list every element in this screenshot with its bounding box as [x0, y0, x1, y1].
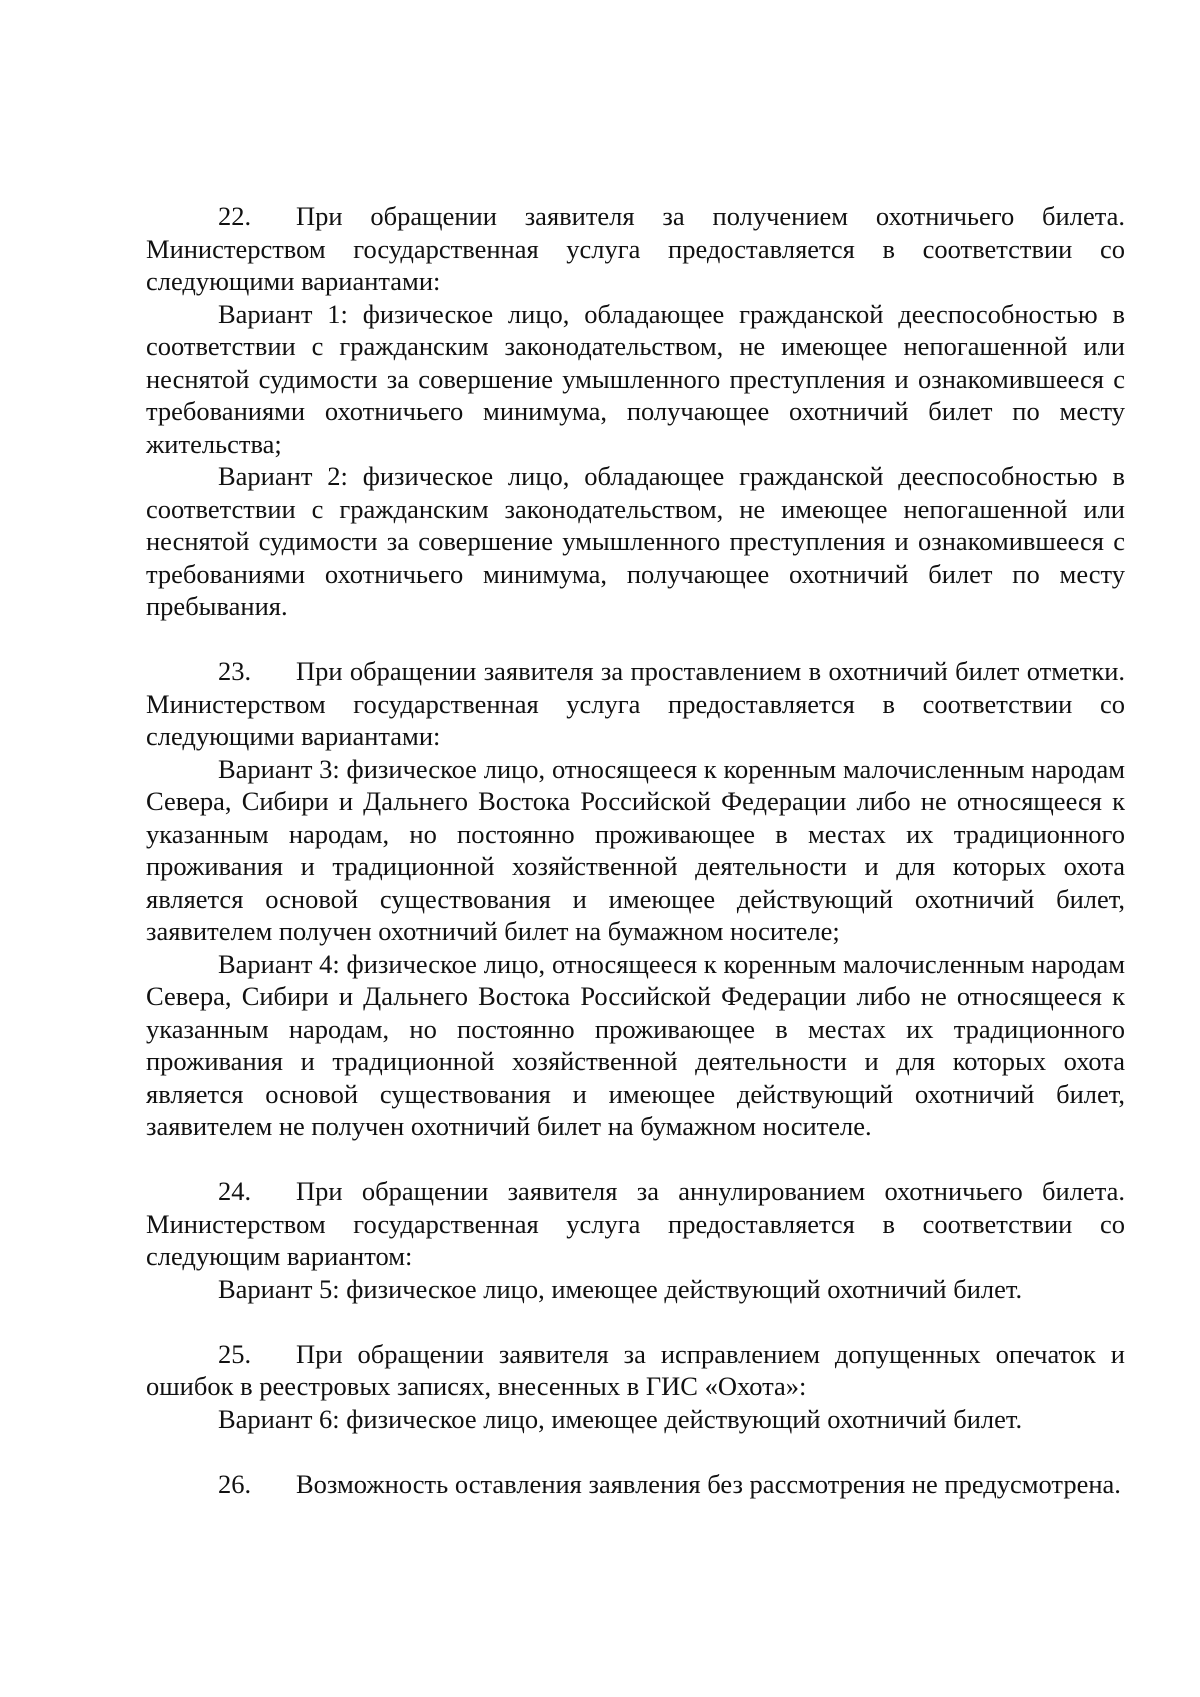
section-24 — [146, 1175, 1125, 1305]
section-intro: Возможность оставления заявления без рассмотрения не предусмотрена. — [296, 1468, 1121, 1499]
section-25 — [146, 1338, 1125, 1436]
variant-6 — [146, 1403, 1125, 1436]
section-22 — [146, 200, 1125, 623]
variant-1 — [146, 298, 1125, 461]
document-page — [146, 200, 1125, 1500]
section-number: 22. — [218, 201, 252, 231]
variant-3 — [146, 753, 1125, 948]
variant-text: Вариант 4: физическое лицо, относящееся к коренным малочисленным народам Севера, Сибири и Дальнего Востока Российской Федерации либо не относящееся к указанным народам, но постоянно проживающее в местах их традиционного проживания и традиционной хозяйственной деятельности и для которых охота является основой существования и имеющее действующий охотничий билет, заявителем не получен охотничий билет на бумажном носителе. — [146, 948, 1125, 1141]
paragraph-25 — [146, 1338, 1125, 1403]
section-26 — [146, 1468, 1125, 1501]
variant-text: Вариант 3: физическое лицо, относящееся к коренным малочисленным народам Севера, Сибири и Дальнего Востока Российской Федерации либо не относящееся к указанным народам, но постоянно проживающее в местах их традиционного проживания и традиционной хозяйственной деятельности и для которых охота является основой существования и имеющее действующий охотничий билет, заявителем получен охотничий билет на бумажном носителе; — [146, 753, 1125, 946]
section-23 — [146, 655, 1125, 1143]
section-number: 24. — [218, 1176, 252, 1206]
variant-text: Вариант 6: физическое лицо, имеющее действующий охотничий билет. — [218, 1403, 1023, 1434]
variant-5 — [146, 1273, 1125, 1306]
section-number: 26. — [218, 1468, 252, 1499]
variant-text: Вариант 2: физическое лицо, обладающее гражданской дееспособностью в соответствии с гражданским законодательством, не имеющее непогашенной или неснятой судимости за совершение умышленного преступления и ознакомившееся с требованиями охотничьего минимума, получающее охотничий билет по месту пребывания. — [146, 461, 1125, 621]
paragraph-23 — [146, 655, 1125, 753]
variant-text: Вариант 5: физическое лицо, имеющее действующий охотничий билет. — [218, 1273, 1023, 1304]
section-intro: При обращении заявителя за получением охотничьего билета. Министерством государственная услуга предоставляется в соответствии со следующими вариантами: — [146, 201, 1125, 296]
paragraph-24 — [146, 1175, 1125, 1273]
section-intro: При обращении заявителя за исправлением допущенных опечаток и ошибок в реестровых записях, внесенных в ГИС «Охота»: — [146, 1338, 1125, 1401]
section-number: 23. — [218, 656, 252, 686]
variant-text: Вариант 1: физическое лицо, обладающее гражданской дееспособностью в соответствии с гражданским законодательством, не имеющее непогашенной или неснятой судимости за совершение умышленного преступления и ознакомившееся с требованиями охотничьего минимума, получающее охотничий билет по месту жительства; — [146, 298, 1125, 459]
section-intro: При обращении заявителя за проставлением в охотничий билет отметки. Министерством государственная услуга предоставляется в соответствии со следующими вариантами: — [146, 656, 1125, 751]
paragraph-22 — [146, 200, 1125, 298]
paragraph-26 — [146, 1468, 1125, 1501]
variant-2 — [146, 460, 1125, 623]
section-intro: При обращении заявителя за аннулированием охотничьего билета. Министерством государственная услуга предоставляется в соответствии со следующим вариантом: — [146, 1176, 1125, 1271]
section-number: 25. — [218, 1338, 252, 1369]
variant-4 — [146, 948, 1125, 1143]
